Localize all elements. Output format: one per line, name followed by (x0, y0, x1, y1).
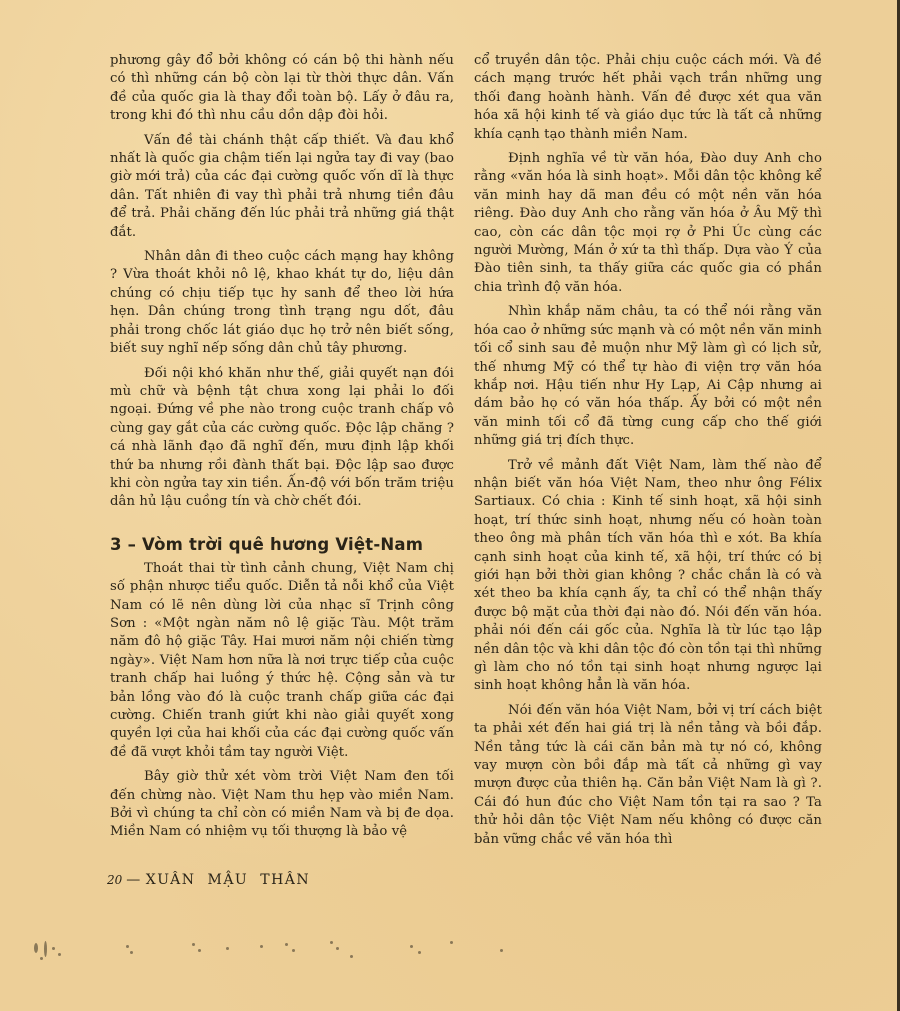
footer-title-word: XUÂN (145, 872, 196, 888)
paragraph: Định nghĩa về từ văn hóa, Đào duy Anh cho rằng «văn hóa là sinh hoạt». Mỗi dân tộc không kể văn minh hay dã man đều có một nền văn hóa riêng. Đào duy Anh cho rằng văn hóa ở Âu Mỹ thì cao, còn các dân tộc mọi rợ ở Phi Úc cùng các người Mường, Mán ở xứ ta thì thấp. Dựa vào Ý của Đào tiên sinh, ta thấy giữa các quốc gia có phần chia trình độ văn hóa. (474, 151, 822, 295)
ink-speck (40, 957, 43, 960)
ink-speck (226, 947, 229, 950)
ink-speck (126, 945, 129, 948)
paragraph: Nhân dân đi theo cuộc cách mạng hay không ? Vừa thoát khỏi nô lệ, khao khát tự do, liệu dân chúng có chịu tiếp tục hy sanh để theo lời hứa hẹn. Dân chúng trong tình trạng ngu dốt, đâu phải trong chốc lát giáo dục họ trở nên biết sống, biết suy nghĩ nếp sống dân chủ tây phương. (110, 249, 454, 357)
ink-speck (336, 947, 339, 950)
paragraph: Nhìn khắp năm châu, ta có thể nói rằng văn hóa cao ở những sức mạnh và có một nền văn minh tối cổ sinh sau đẻ muộn như Mỹ làm gì có lịch sử, thế nhưng Mỹ có thể tự hào đi viện trợ văn hóa khắp nơi. Hậu tiến như Hy Lạp, Ai Cập nhưng ai dám bảo họ có văn hóa thấp. Ấy bởi có một nền văn minh tối cổ đã từng cung cấp cho thế giới những giá trị đích thực. (474, 304, 822, 449)
ink-bleed-smudge (30, 935, 830, 985)
ink-speck (285, 943, 288, 946)
section-heading: 3 – Vòm trời quê hương Việt-Nam (110, 534, 424, 554)
ink-speck (44, 941, 47, 957)
page-number: 20 (107, 873, 123, 887)
paragraph: Trở về mảnh đất Việt Nam, làm thế nào để nhận biết văn hóa Việt Nam, theo như ông Félix Sartiaux. Có chia : Kinh tế sinh hoạt, xã hội sinh hoạt, trí thức sinh hoạt, nhưng nếu có hoàn toàn theo ông mà phân tích văn hóa thì e xót. Ba khía cạnh sinh hoạt của kinh tế, xã hội, trí thức có bị giới hạn bởi thời gian không ? chắc chắn là có và xét theo ba khía cạnh ấy, ta chỉ có thể nhận thấy được bộ mặt của thời đại nào đó. Nói đến văn hóa. phải nói đến cái gốc của. Nghĩa là từ lúc tạo lập nền dân tộc và khi dân tộc đó còn tồn tại thì những gì làm cho nó tồn tại sinh hoạt nhưng ngược lại sinh hoạt không hẳn là văn hóa. (474, 457, 822, 694)
paragraph: Đối nội khó khăn như thế, giải quyết nạn đói mù chữ và bệnh tật chưa xong lại phải lo đối ngoại. Đứng về phe nào trong cuộc tranh chấp vô cùng gay gắt của các cường quốc. Độc lập chăng ? cá nhà lãnh đạo đã nghĩ đến, mưu định lập khối thứ ba nhưng rồi đành thất bại. Độc lập sao được khi còn ngửa tay xin tiền. Ấn-độ với bốn trăm triệu dân hủ lậu cuồng tín và chờ chết đói. (110, 365, 454, 510)
footer-dash: — (126, 872, 142, 888)
ink-speck (330, 941, 333, 944)
footer-title-word: MẬU (207, 872, 249, 888)
paragraph: Vấn đề tài chánh thật cấp thiết. Và đau khổ nhất là quốc gia chậm tiến lại ngửa tay đi vay (bao giờ mới trả) của các đại cường quốc vốn dĩ là thực dân. Tất nhiên đi vay thì phải trả nhưng tiền đâu để trả. Phải chăng đến lúc phải trả những giá thật đắt. (110, 132, 454, 240)
ink-speck (292, 949, 295, 952)
left-column (110, 52, 454, 848)
paragraph: Bây giờ thử xét vòm trời Việt Nam đen tối đến chừng nào. Việt Nam thu hẹp vào miền Nam. Bởi vì chúng ta chỉ còn có miền Nam và bị đe dọa. Miền Nam có nhiệm vụ tối thượng là bảo vệ (110, 769, 454, 840)
ink-speck (52, 947, 55, 950)
ink-speck (260, 945, 263, 948)
ink-speck (130, 951, 133, 954)
paragraph: cổ truyền dân tộc. Phải chịu cuộc cách mới. Và đề cách mạng trước hết phải vạch trần những ung thối đang hoành hành. Vấn đề được xét qua văn hóa xã hội kinh tế và giáo dục tức là tất cả những khía cạnh tạo thành miền Nam. (474, 53, 822, 142)
ink-speck (192, 943, 195, 946)
ink-speck (198, 949, 201, 952)
ink-speck (350, 955, 353, 958)
ink-speck (410, 945, 413, 948)
ink-speck (418, 951, 421, 954)
ink-speck (500, 949, 503, 952)
page-footer (107, 872, 310, 888)
paragraph: Thoát thai từ tình cảnh chung, Việt Nam chị số phận nhược tiểu quốc. Diễn tả nỗi khổ của Việt Nam có lẽ nên dùng lời của nhạc sĩ Trịnh công Sơn : «Một ngàn năm nô lệ giặc Tàu. Một trăm năm đô hộ giặc Tây. Hai mươi năm nội chiến từng ngày». Việt Nam hơn nữa là nơi trực tiếp của cuộc tranh chấp hai luồng ý thức hệ. Cộng sản và tư bản lồng vào đó là cuộc tranh chấp giữa các đại cường. Chiến tranh giứt khi nào giải quyết xong quyền lợi của hai khối của các đại cường quốc vấn đề đã vượt khỏi tầm tay người Việt. (110, 560, 454, 760)
footer-title-word: THÂN (260, 872, 311, 888)
ink-speck (58, 953, 61, 956)
paragraph: phương gây đổ bởi không có cán bộ thi hành nếu có thì những cán bộ còn lại từ thời thực dân. Vấn đề của quốc gia là thay đổi toàn bộ. Lấy ở đâu ra, trong khi đó thì nhu cầu dồn dập đòi hỏi. (110, 53, 454, 124)
paragraph: Nói đến văn hóa Việt Nam, bởi vị trí cách biệt ta phải xét đến hai giá trị là nền tảng và bồi đắp. Nền tảng tức là cái căn bản mà tự nó có, không vay mượn còn bồi đắp mà tất cả những gì vay mượn được của thiên hạ. Căn bản Việt Nam là gì ?. Cái đó hun đúc cho Việt Nam tồn tại ra sao ? Ta thử hỏi dân tộc Việt Nam nếu không có được căn bản vững chắc về văn hóa thì (474, 702, 822, 847)
ink-speck (450, 941, 453, 944)
right-column (474, 52, 822, 855)
ink-speck (34, 943, 38, 953)
